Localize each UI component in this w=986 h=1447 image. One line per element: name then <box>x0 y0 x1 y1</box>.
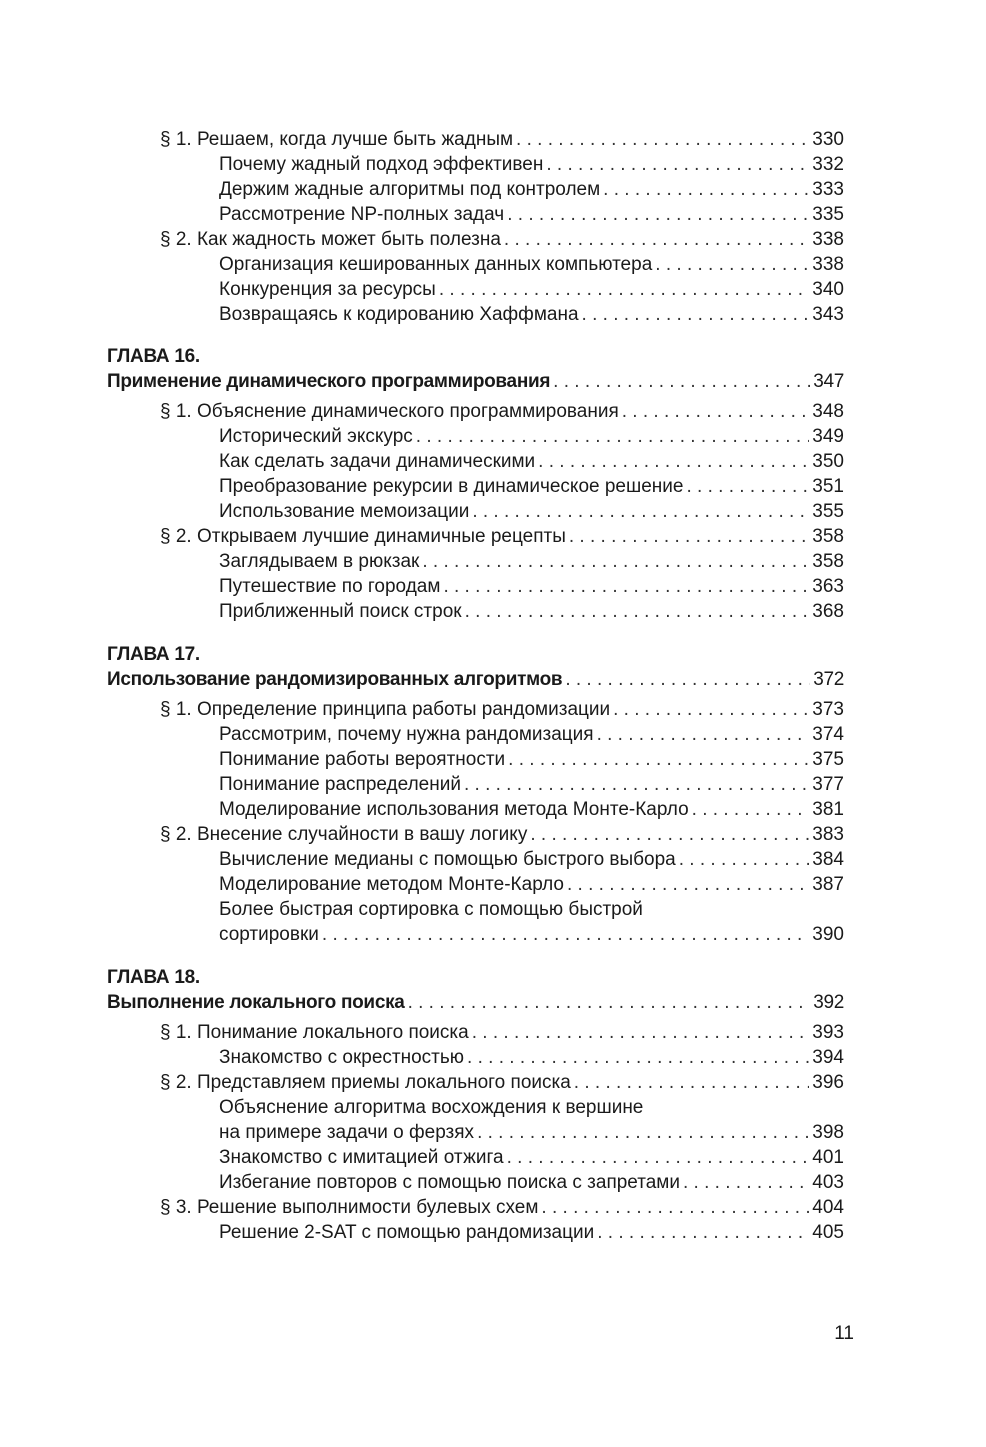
dot-leader <box>565 667 810 692</box>
toc-entry <box>107 277 844 302</box>
dot-leader <box>655 252 809 277</box>
entry-page: 381 <box>812 799 844 820</box>
entry-title: Преобразование рекурсии в динамическое решение <box>219 476 684 497</box>
entry-title: Более быстрая сортировка с помощью быстрой <box>219 899 643 920</box>
entry-title: Избегание повторов с помощью поиска с запретами <box>219 1172 680 1193</box>
entry-page: 377 <box>812 774 844 795</box>
chapter-label: ГЛАВА 18. <box>107 967 200 988</box>
entry-title: Применение динамического программирования <box>107 371 551 392</box>
dot-leader <box>477 1120 809 1145</box>
entry-page: 404 <box>812 1197 844 1218</box>
entry-page: 349 <box>812 426 844 447</box>
dot-leader <box>597 1220 809 1245</box>
entry-page: 372 <box>813 669 844 690</box>
entry-title: Использование рандомизированных алгоритмов <box>107 669 563 690</box>
toc-entry <box>107 1195 844 1220</box>
entry-title: Возвращаясь к кодированию Хаффмана <box>219 304 579 325</box>
entry-page: 384 <box>812 849 844 870</box>
dot-leader <box>508 747 809 772</box>
entry-page: 333 <box>812 179 844 200</box>
entry-title: Путешествие по городам <box>219 576 441 597</box>
entry-title: § 1. Определение принципа работы рандомизации <box>160 699 611 720</box>
dot-leader <box>530 822 809 847</box>
entry-title: Вычисление медианы с помощью быстрого выбора <box>219 849 676 870</box>
entry-page: 403 <box>812 1172 844 1193</box>
toc-entry <box>107 369 844 394</box>
dot-leader <box>422 549 809 574</box>
dot-leader <box>538 449 809 474</box>
entry-title: Держим жадные алгоритмы под контролем <box>219 179 601 200</box>
toc-entry <box>107 990 844 1015</box>
toc-entry <box>107 1220 844 1245</box>
entry-page: 348 <box>812 401 844 422</box>
entry-title: § 3. Решение выполнимости булевых схем <box>160 1197 539 1218</box>
entry-title: § 2. Как жадность может быть полезна <box>160 229 501 250</box>
toc-entry <box>107 722 844 747</box>
toc-entry <box>107 1095 844 1120</box>
entry-title: Рассмотрение NP-полных задач <box>219 204 505 225</box>
entry-page: 347 <box>813 371 844 392</box>
entry-page: 394 <box>812 1047 844 1068</box>
entry-title: Понимание работы вероятности <box>219 749 506 770</box>
entry-page: 373 <box>812 699 844 720</box>
dot-leader <box>467 1045 809 1070</box>
entry-title: Использование мемоизации <box>219 501 470 522</box>
entry-title: Объяснение алгоритма восхождения к вершине <box>219 1097 644 1118</box>
toc-entry <box>107 822 844 847</box>
entry-page: 335 <box>812 204 844 225</box>
dot-leader <box>439 277 809 302</box>
entry-page: 363 <box>812 576 844 597</box>
toc-entry <box>107 747 844 772</box>
dot-leader <box>686 474 809 499</box>
dot-leader <box>464 772 809 797</box>
dot-leader <box>622 399 810 424</box>
entry-page: 330 <box>812 129 844 150</box>
toc-entry <box>107 499 844 524</box>
entry-title: Исторический экскурс <box>219 426 413 447</box>
dot-leader <box>574 1070 810 1095</box>
entry-title: Приближенный поиск строк <box>219 601 462 622</box>
table-of-contents <box>107 127 844 1245</box>
dot-leader <box>569 524 809 549</box>
entry-page: 387 <box>812 874 844 895</box>
entry-title: Моделирование методом Монте-Карло <box>219 874 564 895</box>
entry-title: § 1. Понимание локального поиска <box>160 1022 469 1043</box>
toc-entry <box>107 872 844 897</box>
entry-page: 343 <box>812 304 844 325</box>
entry-page: 375 <box>812 749 844 770</box>
toc-entry <box>107 897 844 922</box>
entry-page: 396 <box>812 1072 844 1093</box>
dot-leader <box>546 152 809 177</box>
entry-page: 355 <box>812 501 844 522</box>
dot-leader <box>541 1195 809 1220</box>
entry-page: 401 <box>812 1147 844 1168</box>
dot-leader <box>582 302 810 327</box>
entry-page: 340 <box>812 279 844 300</box>
toc-entry <box>107 524 844 549</box>
entry-title: Знакомство с окрестностью <box>219 1047 465 1068</box>
entry-page: 338 <box>812 254 844 275</box>
entry-title: Конкуренция за ресурсы <box>219 279 436 300</box>
dot-leader <box>692 797 810 822</box>
entry-title: Выполнение локального поиска <box>107 992 405 1013</box>
chapter-label: ГЛАВА 16. <box>107 346 200 367</box>
entry-page: 351 <box>812 476 844 497</box>
toc-entry <box>107 1170 844 1195</box>
entry-page: 350 <box>812 451 844 472</box>
toc-entry <box>107 1020 844 1045</box>
entry-title: § 2. Представляем приемы локального поиска <box>160 1072 571 1093</box>
dot-leader <box>553 369 810 394</box>
toc-entry <box>107 599 844 624</box>
toc-entry <box>107 922 844 947</box>
entry-title: § 1. Решаем, когда лучше быть жадным <box>160 129 514 150</box>
dot-leader <box>322 922 809 947</box>
entry-title: § 2. Открываем лучшие динамичные рецепты <box>160 526 566 547</box>
toc-entry <box>107 152 844 177</box>
dot-leader <box>603 177 809 202</box>
dot-leader <box>516 127 809 152</box>
dot-leader <box>679 847 810 872</box>
dot-leader <box>507 202 809 227</box>
entry-page: 405 <box>812 1222 844 1243</box>
entry-page: 332 <box>812 154 844 175</box>
chapter-label: ГЛАВА 17. <box>107 644 200 665</box>
entry-title: сортировки <box>219 924 319 945</box>
toc-entry <box>107 449 844 474</box>
dot-leader <box>613 697 809 722</box>
entry-title: § 2. Внесение случайности в вашу логику <box>160 824 528 845</box>
dot-leader <box>408 990 811 1015</box>
toc-entry <box>107 252 844 277</box>
toc-entry <box>107 1120 844 1145</box>
entry-page: 383 <box>812 824 844 845</box>
dot-leader <box>683 1170 809 1195</box>
dot-leader <box>472 499 809 524</box>
entry-page: 393 <box>812 1022 844 1043</box>
toc-entry <box>107 847 844 872</box>
toc-entry <box>107 302 844 327</box>
entry-page: 374 <box>812 724 844 745</box>
dot-leader <box>465 599 810 624</box>
toc-entry <box>107 474 844 499</box>
entry-page: 392 <box>813 992 844 1013</box>
entry-title: § 1. Объяснение динамического программирования <box>160 401 619 422</box>
dot-leader <box>472 1020 810 1045</box>
entry-title: Как сделать задачи динамическими <box>219 451 536 472</box>
page-number: 11 <box>834 1323 854 1344</box>
toc-entry <box>107 797 844 822</box>
entry-page: 338 <box>812 229 844 250</box>
entry-page: 398 <box>812 1122 844 1143</box>
toc-entry <box>107 574 844 599</box>
dot-leader <box>567 872 809 897</box>
entry-title: Рассмотрим, почему нужна рандомизация <box>219 724 594 745</box>
entry-title: Решение 2-SAT с помощью рандомизации <box>219 1222 595 1243</box>
entry-page: 368 <box>812 601 844 622</box>
dot-leader <box>416 424 810 449</box>
dot-leader <box>504 227 809 252</box>
entry-title: Моделирование использования метода Монте-Карло <box>219 799 689 820</box>
dot-leader <box>597 722 810 747</box>
entry-title: Организация кешированных данных компьютера <box>219 254 653 275</box>
toc-entry <box>107 177 844 202</box>
toc-entry <box>107 1070 844 1095</box>
toc-entry <box>107 202 844 227</box>
toc-entry <box>107 127 844 152</box>
entry-page: 358 <box>812 551 844 572</box>
dot-leader <box>507 1145 810 1170</box>
toc-entry <box>107 1145 844 1170</box>
toc-entry <box>107 1045 844 1070</box>
entry-page: 390 <box>812 924 844 945</box>
toc-entry <box>107 772 844 797</box>
toc-entry <box>107 424 844 449</box>
entry-title: Знакомство с имитацией отжига <box>219 1147 504 1168</box>
dot-leader <box>443 574 809 599</box>
entry-title: на примере задачи о ферзях <box>219 1122 475 1143</box>
toc-entry <box>107 667 844 692</box>
toc-entry <box>107 697 844 722</box>
entry-page: 358 <box>812 526 844 547</box>
entry-title: Заглядываем в рюкзак <box>219 551 420 572</box>
toc-entry <box>107 549 844 574</box>
toc-entry <box>107 227 844 252</box>
entry-title: Понимание распределений <box>219 774 461 795</box>
entry-title: Почему жадный подход эффективен <box>219 154 544 175</box>
toc-entry <box>107 399 844 424</box>
